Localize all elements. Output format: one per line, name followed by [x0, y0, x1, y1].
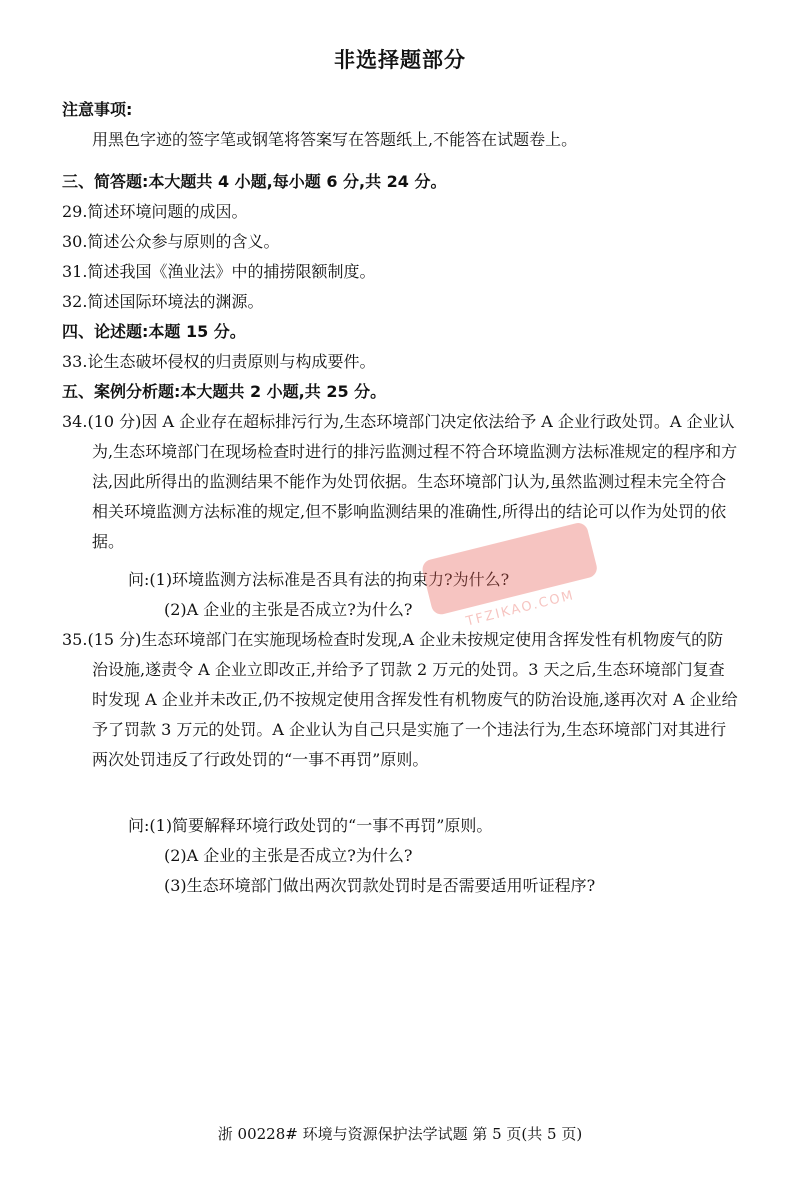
question-33: 33.论生态破坏侵权的归责原则与构成要件。 [62, 352, 376, 371]
question-35-sub-3: (3)生态环境部门做出两次罚款处罚时是否需要适用听证程序? [164, 876, 596, 895]
question-30: 30.简述公众参与原则的含义。 [62, 232, 280, 251]
question-29: 29.简述环境问题的成因。 [62, 202, 248, 221]
section-five-heading: 五、案例分析题:本大题共 2 小题,共 25 分。 [62, 382, 387, 401]
section-three-heading: 三、简答题:本大题共 4 小题,每小题 6 分,共 24 分。 [62, 172, 447, 191]
question-35-sub-2: (2)A 企业的主张是否成立?为什么? [164, 846, 413, 865]
question-32: 32.简述国际环境法的渊源。 [62, 292, 264, 311]
notice-text: 用黑色字迹的签字笔或钢笔将答案写在答题纸上,不能答在试题卷上。 [92, 130, 578, 149]
question-34-sub-1: 问:(1)环境监测方法标准是否具有法的拘束力?为什么? [128, 570, 510, 589]
question-34-sub-2: (2)A 企业的主张是否成立?为什么? [164, 600, 413, 619]
page-title: 非选择题部分 [334, 48, 466, 72]
section-four-heading: 四、论述题:本题 15 分。 [62, 322, 246, 341]
question-34-text: 34.(10 分)因 A 企业存在超标排污行为,生态环境部门决定依法给予 A 企业行政处罚。A 企业认为,生态环境部门在现场检查时进行的排污监测过程不符合环境监测方法标准规定的程序和方法,因此所得出的监测结果不能作为处罚依据。生态环境部门认为,虽然监测过程未完全符合相关环境监测方法标准的规定,但不影响监测结果的准确性,所得出的结论可以作为处罚的依据。 [62, 412, 738, 551]
watermark-url: TFZIKAO.COM [464, 587, 577, 630]
question-35-text: 35.(15 分)生态环境部门在实施现场检查时发现,A 企业未按规定使用含挥发性有机物废气的防治设施,遂责令 A 企业立即改正,并给予了罚款 2 万元的处罚。3 天之后,生态环境部门复查时发现 A 企业并未改正,仍不按规定使用含挥发性有机物废气的防治设施,遂再次对 A 企业给予了罚款 3 万元的处罚。A 企业认为自己只是实施了一个违法行为,生态环境部门对其进行两次处罚违反了行政处罚的“一事不再罚”原则。 [62, 630, 738, 769]
page-footer: 浙 00228# 环境与资源保护法学试题 第 5 页(共 5 页) [217, 1125, 583, 1143]
notice-heading: 注意事项: [62, 100, 133, 119]
question-35-sub-1: 问:(1)简要解释环境行政处罚的“一事不再罚”原则。 [128, 816, 493, 835]
question-31: 31.简述我国《渔业法》中的捕捞限额制度。 [62, 262, 376, 281]
